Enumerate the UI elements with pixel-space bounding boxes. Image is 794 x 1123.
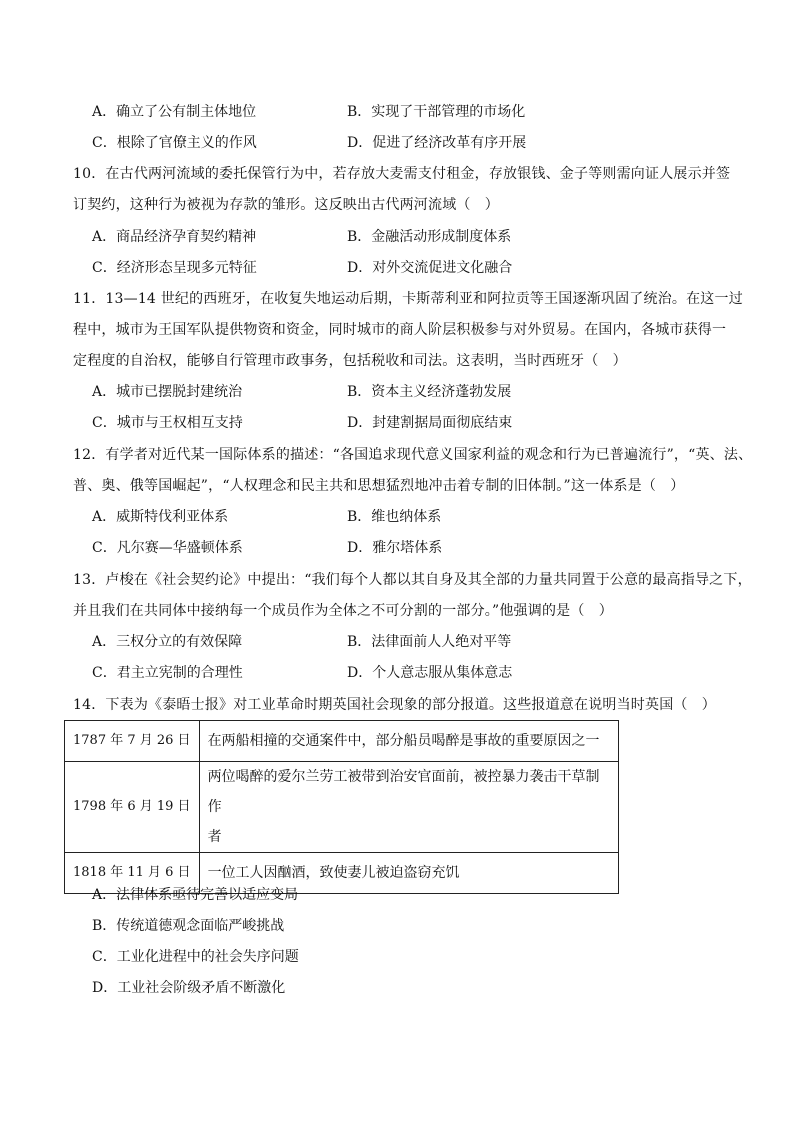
q12-stem-line-2: 普、奥、俄等国崛起”，“人权理念和民主共和思想猛烈地冲击着专制的旧体制。”这一体系是（ ） [73,478,685,494]
table-cell-date: 1798 年 6 月 19 日 [65,762,200,853]
table-cell-report [199,762,618,853]
q12-option-c: C．凡尔赛—华盛顿体系 [92,540,243,556]
q13-option-b: B．法律面前人人绝对平等 [347,634,512,650]
q11-option-b: B．资本主义经济蓬勃发展 [347,384,512,400]
q9-option-b: B．实现了干部管理的市场化 [347,104,526,120]
q13-stem-line-1: 13．卢梭在《社会契约论》中提出：“我们每个人都以其自身及其全部的力量共同置于公意的最高指导之下， [73,572,752,588]
q10-stem-line-2: 订契约，这种行为被视为存款的雏形。这反映出古代两河流域（ ） [73,197,499,213]
table-row [65,721,619,762]
q14-option-b: B．传统道德观念面临严峻挑战 [92,918,285,934]
table-cell-report: 在两船相撞的交通案件中，部分船员喝醉是事故的重要原因之一 [199,721,618,762]
q12-option-b: B．维也纳体系 [347,509,442,525]
q12-stem-line-1: 12．有学者对近代某一国际体系的描述：“各国追求现代意义国家利益的观念和行为已普遍流行”，“英、法、 [73,447,753,463]
q11-stem-line-1: 11．13—14 世纪的西班牙，在收复失地运动后期，卡斯蒂利亚和阿拉贡等王国逐渐巩固了统治。在这一过 [73,291,743,307]
q10-stem-line-1: 10．在古代两河流域的委托保管行为中，若存放大麦需支付租金，存放银钱、金子等则需向证人展示并签 [73,166,731,182]
q14-option-d: D．工业社会阶级矛盾不断激化 [92,980,286,996]
q13-option-a: A．三权分立的有效保障 [92,634,243,650]
q11-option-c: C．城市与王权相互支持 [92,415,243,431]
table-cell-report-line: 者 [207,829,222,845]
table-row [65,762,619,853]
q11-stem-line-3: 定程度的自治权，能够自行管理市政事务，包括税收和司法。这表明，当时西班牙（ ） [73,353,627,369]
q11-option-d: D．封建割据局面彻底结束 [347,415,513,431]
table-cell-report-line: 两位喝醉的爱尔兰劳工被带到治安官面前，被控暴力袭击干草制作 [207,769,600,815]
q9-option-a: A．确立了公有制主体地位 [92,104,257,120]
q10-option-d: D．对外交流促进文化融合 [347,260,513,276]
table-cell-date: 1787 年 7 月 26 日 [65,721,200,762]
q11-option-a: A．城市已摆脱封建统治 [92,384,243,400]
q10-option-a: A．商品经济孕育契约精神 [92,229,257,245]
q12-option-d: D．雅尔塔体系 [347,540,443,556]
q11-stem-line-2: 程中，城市为王国军队提供物资和资金，同时城市的商人阶层积极参与对外贸易。在国内，各城市获得一 [73,322,727,338]
q13-stem-line-2: 并且我们在共同体中接纳每一个成员作为全体之不可分割的一部分。”他强调的是（ ） [73,603,613,619]
table-cell-date: 1818 年 11 月 6 日 [65,853,200,894]
q10-option-c: C．经济形态呈现多元特征 [92,260,257,276]
q9-option-d: D．促进了经济改革有序开展 [347,135,527,151]
q14-option-a: A．法律体系亟待完善以适应变局 [92,887,299,903]
times-report-table [64,720,619,894]
table-cell-report: 一位工人因酗酒，致使妻儿被迫盗窃充饥 [199,853,618,894]
q13-option-c: C．君主立宪制的合理性 [92,665,243,681]
q14-option-c: C．工业化进程中的社会失序问题 [92,949,299,965]
q13-option-d: D．个人意志服从集体意志 [347,665,513,681]
q14-stem: 14．下表为《泰晤士报》对工业革命时期英国社会现象的部分报道。这些报道意在说明当时英国（ ） [73,697,717,713]
q9-option-c: C．根除了官僚主义的作风 [92,135,257,151]
q10-option-b: B．金融活动形成制度体系 [347,229,512,245]
q12-option-a: A．威斯特伐利亚体系 [92,509,229,525]
